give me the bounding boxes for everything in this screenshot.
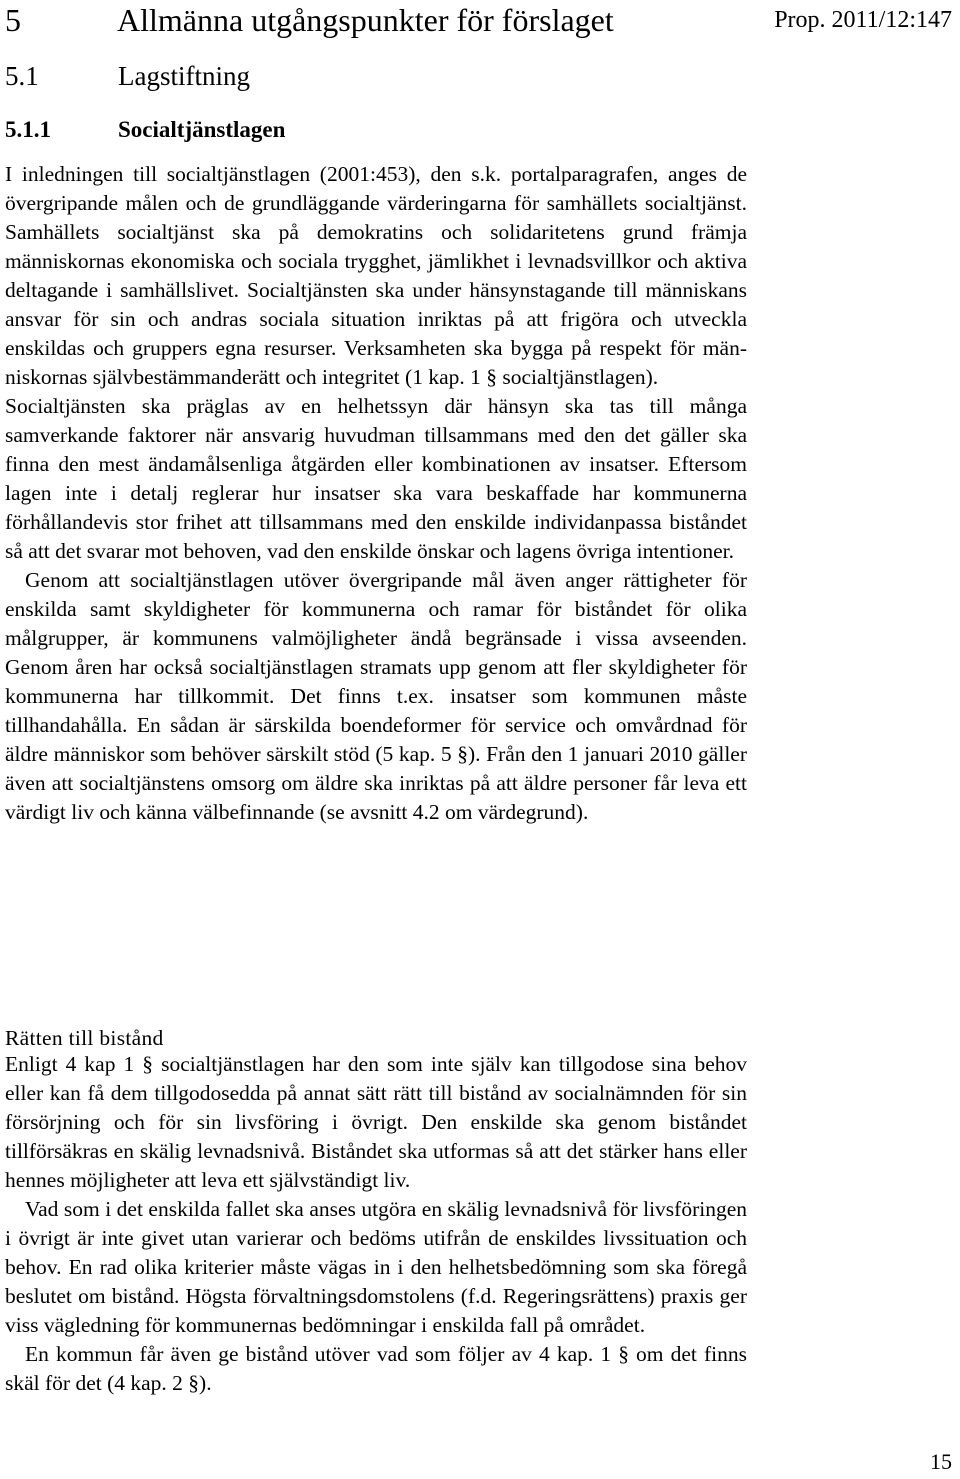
proposition-reference: Prop. 2011/12:147 — [774, 7, 952, 33]
chapter-heading — [5, 2, 614, 38]
paragraph: En kommun får även ge bistånd utöver vad som följer av 4 kap. 1 § om det finns skäl för det (4 kap. 2 §). — [5, 1342, 747, 1395]
section-number: 5.1 — [5, 61, 39, 91]
subsection-title: Socialtjänstlagen — [118, 117, 286, 142]
section-title: Lagstiftning — [118, 61, 250, 91]
chapter-title: Allmänna utgångspunkter för förslaget — [117, 2, 614, 38]
body-text-ratten-till-bistand — [5, 1050, 747, 1398]
subsection-number: 5.1.1 — [5, 117, 51, 142]
paragraph: Socialtjänsten ska präglas av en helhetssyn där hänsyn ska tas till många samverkande faktorer när ansvarig huvudman tillsammans med den det gäller ska finna den mest ändamålsenliga åtgärden eller kombinationen av insatser. Eftersom lagen inte i detalj reglerar hur insatser ska vara beskaffade har kommunerna förhållandevis stor frihet att tillsammans med den enskilde individanpassa biståndet så att det svarar mot behoven, vad den enskilde önskar och lagens övriga intentioner. — [5, 394, 747, 563]
rubric-heading: Rätten till bistånd — [5, 1026, 164, 1050]
section-heading — [5, 60, 250, 92]
paragraph: I inledningen till socialtjänstlagen (2001:453), den s.k. portalparagrafen, anges de övergripande målen och de grundläggande värderingarna för samhällets socialtjänst. Samhällets socialtjänst ska på demokratins och solidaritetens grund främja människornas ekonomiska och sociala trygghet, jämlikhet i levnadsvillkor och aktiva deltagande i samhällslivet. Socialtjänsten ska under hänsynstagande till människans ansvar för sin och andras sociala situation inriktas på att frigöra och utveckla enskildas och gruppers egna resurser. Verksamheten ska bygga på respekt för människornas självbestämmanderätt och integritet (1 kap. 1 § socialtjänstlagen). — [5, 162, 747, 389]
body-text-socialtjanstlagen — [5, 160, 747, 827]
paragraph: Enligt 4 kap 1 § socialtjänstlagen har den som inte själv kan tillgodose sina behov eller kan få dem tillgodosedda på annat sätt rätt till bistånd av socialnämnden för sin försörjning och för sin livsföring i övrigt. Den enskilde ska genom biståndet tillförsäkras en skälig levnadsnivå. Biståndet ska utformas så att det stärker hans eller hennes möjligheter att leva ett självständigt liv. — [5, 1052, 747, 1192]
paragraph: Genom att socialtjänstlagen utöver övergripande mål även anger rättigheter för enskilda samt skyldigheter för kommunerna och ramar för biståndet för olika målgrupper, är kommunens valmöjligheter ändå begränsade i vissa avseenden. Genom åren har också socialtjänstlagen stramats upp genom att fler skyldigheter för kommunerna har tillkommit. Det finns t.ex. insatser som kommunen måste tillhandahålla. En sådan är särskilda boendeformer för service och omvårdnad för äldre människor som behöver särskilt stöd (5 kap. 5 §). Från den 1 januari 2010 gäller även att socialtjänstens omsorg om äldre ska inriktas på att äldre personer får leva ett värdigt liv och känna välbefinnande (se avsnitt 4.2 om värdegrund). — [5, 568, 747, 824]
subsection-heading — [5, 116, 285, 144]
chapter-number: 5 — [5, 2, 21, 38]
page-number: 15 — [930, 1449, 952, 1474]
paragraph: Vad som i det enskilda fallet ska anses utgöra en skälig levnadsnivå för livsföringen i övrigt är inte givet utan varierar och bedöms utifrån de enskildes livssituation och behov. En rad olika kriterier måste vägas in i den helhetsbedömning som ska föregå beslutet om bistånd. Högsta förvaltningsdomstolens (f.d. Regeringsrättens) praxis ger viss vägledning för kommunernas bedömningar i enskilda fall på området. — [5, 1197, 747, 1337]
